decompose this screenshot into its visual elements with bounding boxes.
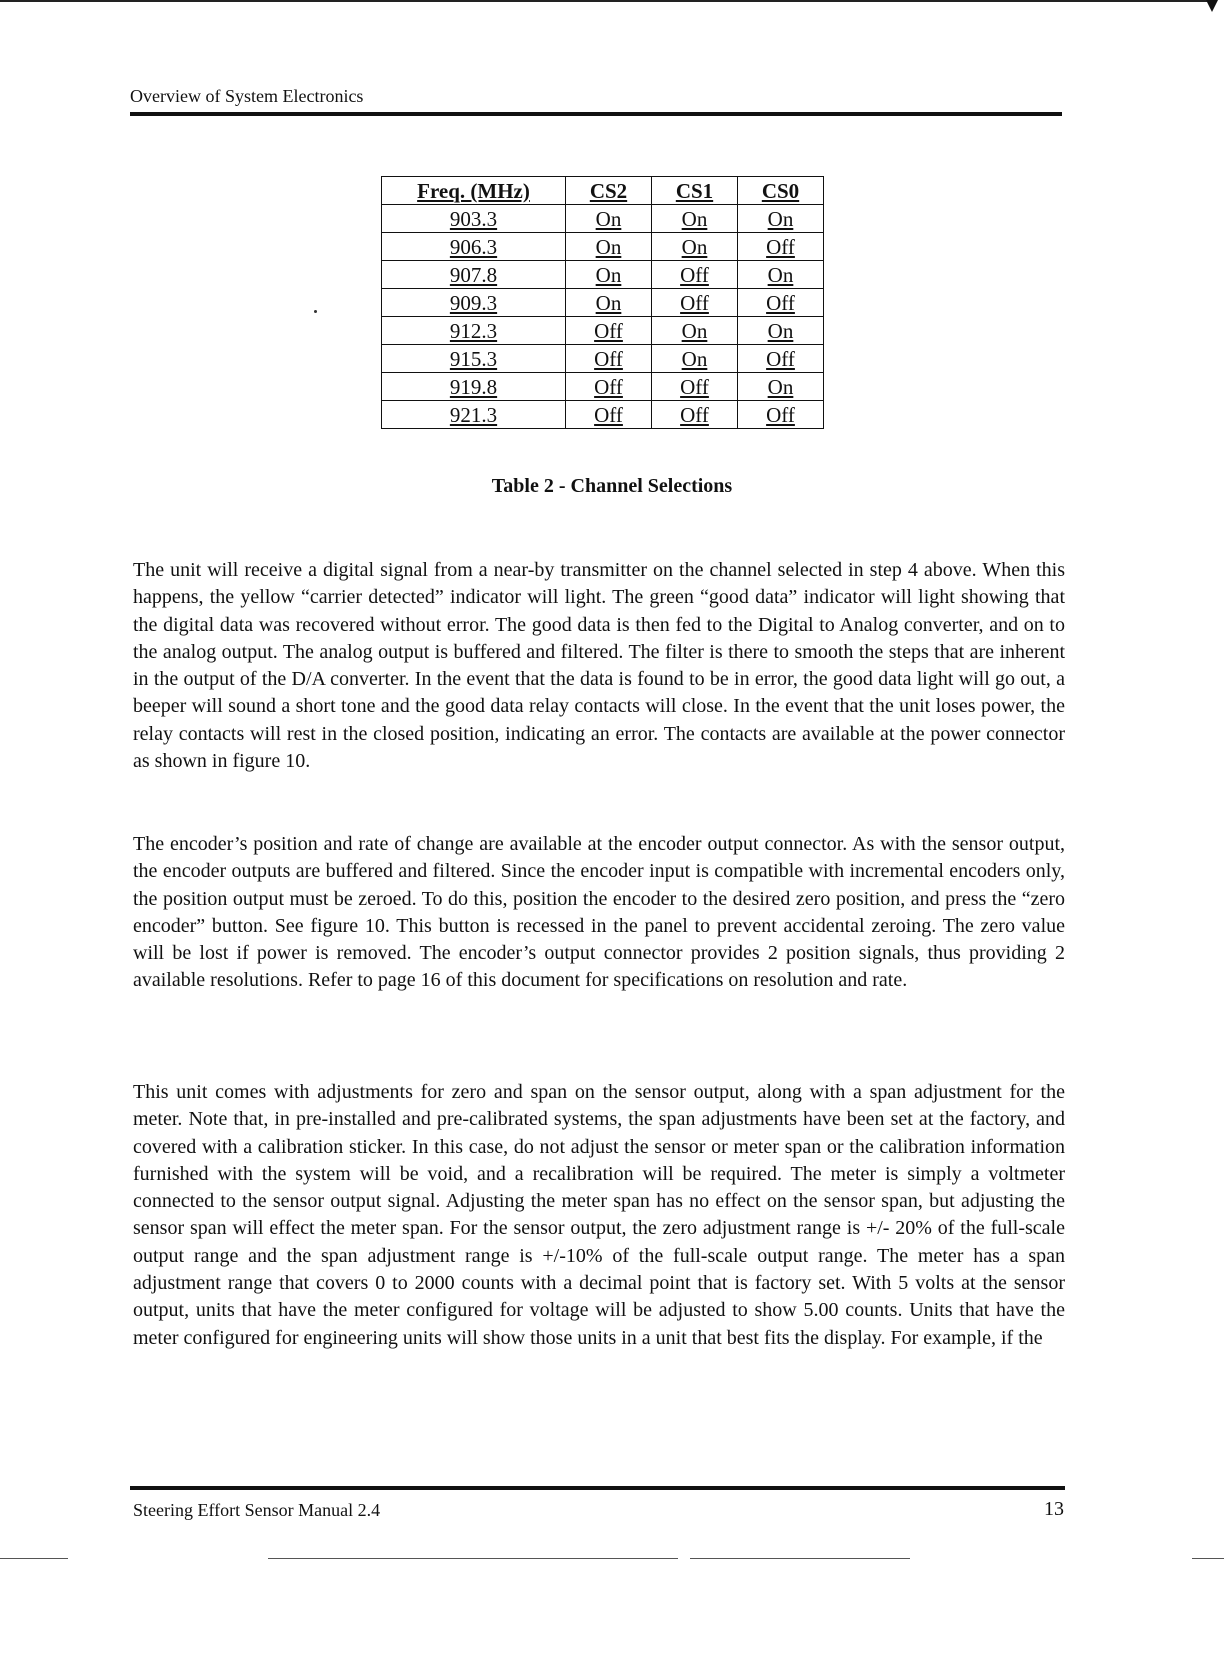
table-cell: Off <box>738 233 824 261</box>
footer-title: Steering Effort Sensor Manual 2.4 <box>133 1500 381 1520</box>
table-cell: On <box>738 261 824 289</box>
scan-edge-line <box>0 1558 68 1559</box>
footer-rule <box>130 1486 1065 1490</box>
table-cell: On <box>652 233 738 261</box>
table-cell: On <box>738 205 824 233</box>
table-cell: 903.3 <box>382 205 566 233</box>
body-paragraph: This unit comes with adjustments for zero and span on the sensor output, along with a span adjustment for the meter. Note that, in pre-installed and pre-calibrated systems, the span adjustments have been set at the factory, and covered with a calibration sticker. In this case, do not adjust the sensor or meter span or the calibration information furnished with the system will be void, and a recalibration will be required. The meter is simply a voltmeter connected to the sensor output signal. Adjusting the meter span has no effect on the sensor span, but adjusting the sensor span will effect the meter span. For the sensor output, the zero adjustment range is +/- 20% of the full-scale output range and the span adjustment range is +/-10% of the full-scale output range. The meter has a span adjustment range that covers 0 to 2000 counts with a decimal point that is factory set. With 5 volts at the sensor output, units that have the meter configured for voltage will be adjusted to show 5.00 counts. Units that have the meter configured for engineering units will show those units in a unit that best fits the display. For example, if the <box>133 1081 1065 1349</box>
scan-edge-line <box>268 1558 678 1559</box>
page-number: 13 <box>1044 1498 1064 1520</box>
table-cell: On <box>566 289 652 317</box>
table-cell: Off <box>652 261 738 289</box>
table-header-row <box>382 177 824 205</box>
table-cell: On <box>652 205 738 233</box>
table-cell: Off <box>738 289 824 317</box>
table-cell: 912.3 <box>382 317 566 345</box>
column-header: CS2 <box>566 177 652 205</box>
channel-selection-table <box>381 176 824 429</box>
table-caption: Table 2 - Channel Selections <box>491 475 733 497</box>
scan-edge-line <box>1192 1558 1224 1559</box>
table-row <box>382 345 824 373</box>
table-cell: 909.3 <box>382 289 566 317</box>
running-header: Overview of System Electronics <box>130 86 364 106</box>
table-cell: Off <box>652 373 738 401</box>
table-cell: Off <box>566 401 652 429</box>
table-cell: 921.3 <box>382 401 566 429</box>
table-cell: On <box>566 205 652 233</box>
table-cell: On <box>566 261 652 289</box>
table-cell: Off <box>566 345 652 373</box>
table-cell: Off <box>566 373 652 401</box>
table-cell: Off <box>652 401 738 429</box>
table-cell: Off <box>738 345 824 373</box>
column-header: Freq. (MHz) <box>382 177 566 205</box>
column-header: CS0 <box>738 177 824 205</box>
table-row <box>382 261 824 289</box>
table-cell: 906.3 <box>382 233 566 261</box>
scan-speck <box>314 310 317 313</box>
table-row <box>382 373 824 401</box>
header-rule <box>130 112 1062 116</box>
table-cell: On <box>652 317 738 345</box>
table-cell: On <box>566 233 652 261</box>
table-cell: On <box>738 317 824 345</box>
table-cell: Off <box>652 289 738 317</box>
table-cell: Off <box>738 401 824 429</box>
table-row <box>382 317 824 345</box>
table-cell: 919.8 <box>382 373 566 401</box>
body-paragraph: The unit will receive a digital signal from a near-by transmitter on the channel selected in step 4 above. When this happens, the yellow “carrier detected” indicator will light. The green “good data” indicator will light showing that the digital data was recovered without error. The good data is then fed to the Digital to Analog converter, and on to the analog output. The analog output is buffered and filtered. The filter is there to smooth the steps that are inherent in the output of the D/A converter. In the event that the data is found to be in error, the good data light will go out, a beeper will sound a short tone and the good data relay contacts will close. In the event that the unit loses power, the relay contacts will rest in the closed position, indicating an error. The contacts are available at the power connector as shown in figure 10. <box>133 559 1065 773</box>
table-row <box>382 233 824 261</box>
body-paragraph: The encoder’s position and rate of change are available at the encoder output connector. As with the sensor output, the encoder outputs are buffered and filtered. Since the encoder input is compatible with incremental encoders only, the position output must be zeroed. To do this, position the encoder to the desired zero position, and press the “zero encoder” button. See figure 10. This button is recessed in the panel to prevent accidental zeroing. The zero value will be lost if power is removed. The encoder’s output connector provides 2 position signals, thus providing 2 available resolutions. Refer to page 16 of this document for specifications on resolution and rate. <box>133 833 1065 992</box>
scan-edge-line <box>0 0 1210 2</box>
scan-edge-line <box>690 1558 910 1559</box>
table-cell: On <box>738 373 824 401</box>
scan-corner-mark <box>1206 0 1218 12</box>
table-cell: On <box>652 345 738 373</box>
table-cell: 915.3 <box>382 345 566 373</box>
table-row <box>382 205 824 233</box>
table-cell: 907.8 <box>382 261 566 289</box>
column-header: CS1 <box>652 177 738 205</box>
table-row <box>382 289 824 317</box>
table-row <box>382 401 824 429</box>
table-cell: Off <box>566 317 652 345</box>
